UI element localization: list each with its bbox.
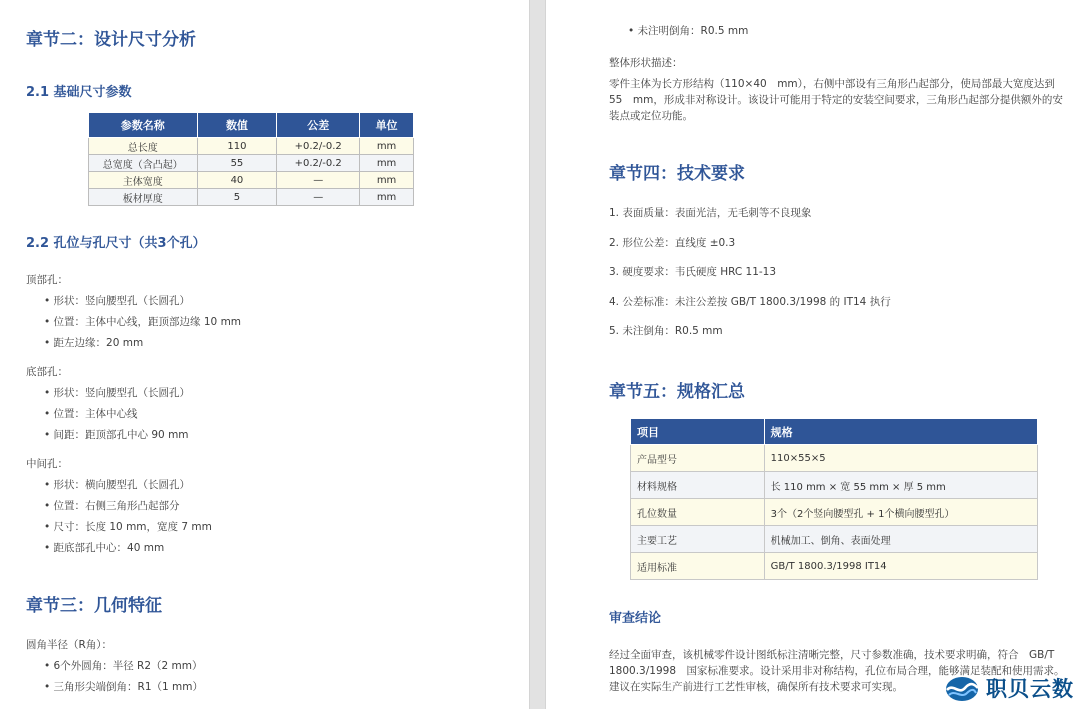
conclusion-line: 建议在实际生产前进行工艺性审核，确保所有技术要求可实现。 — [609, 681, 903, 693]
table-cell: 材料规格 — [631, 472, 765, 499]
table-cell: — — [277, 189, 360, 206]
table-cell: 主要工艺 — [631, 526, 765, 553]
table-cell: 110 — [197, 138, 277, 155]
list-item: • 位置：右侧三角形凸起部分 — [44, 498, 180, 513]
requirement-item: 3. 硬度要求：韦氏硬度 HRC 11-13 — [609, 266, 777, 278]
table-cell: 40 — [197, 172, 277, 189]
page-gap — [529, 0, 546, 709]
table-row — [631, 526, 1038, 553]
table-cell: mm — [360, 155, 414, 172]
table-cell: 总宽度（含凸起） — [89, 155, 198, 172]
table-cell: — — [277, 172, 360, 189]
table-row — [631, 445, 1038, 472]
watermark-text: 职贝云数 — [986, 677, 1074, 701]
table-cell: 55 — [197, 155, 277, 172]
section-2-1-title: 2.1 基础尺寸参数 — [26, 85, 132, 100]
table-header-row — [631, 419, 1038, 445]
shape-description-line: 零件主体为长方形结构（110×40 mm），右侧中部设有三角形凸起部分，使局部最大宽度达到 — [609, 78, 1055, 90]
chapter-3-title: 章节三：几何特征 — [26, 596, 162, 616]
table-cell: 孔位数量 — [631, 499, 765, 526]
table-header-cell: 规格 — [764, 419, 1037, 445]
table-cell: 5 — [197, 189, 277, 206]
list-item: • 距左边缘：20 mm — [44, 335, 143, 350]
basic-dimension-table — [88, 112, 414, 206]
top-hole-label: 顶部孔： — [26, 274, 68, 286]
table-row — [631, 499, 1038, 526]
table-cell: 总长度 — [89, 138, 198, 155]
list-item: • 形状：竖向腰型孔（长圆孔） — [44, 385, 190, 400]
table-cell: +0.2/-0.2 — [277, 138, 360, 155]
table-cell: 适用标准 — [631, 553, 765, 580]
table-row — [631, 472, 1038, 499]
conclusion-title: 审查结论 — [609, 611, 662, 626]
table-cell: mm — [360, 189, 414, 206]
table-row — [89, 138, 414, 155]
table-header-row — [89, 113, 414, 138]
list-item: • 6个外圆角：半径 R2（2 mm） — [44, 658, 203, 673]
list-item: • 距底部孔中心：40 mm — [44, 540, 164, 555]
document-page-left — [0, 0, 529, 709]
requirement-item: 2. 形位公差：直线度 ±0.3 — [609, 237, 736, 249]
middle-hole-label: 中间孔： — [26, 458, 68, 470]
table-header-cell: 单位 — [360, 113, 414, 138]
table-cell: 产品型号 — [631, 445, 765, 472]
section-2-2-title: 2.2 孔位与孔尺寸（共3个孔） — [26, 236, 206, 251]
table-header-cell: 参数名称 — [89, 113, 198, 138]
list-item: • 形状：横向腰型孔（长圆孔） — [44, 477, 190, 492]
chapter-4-title: 章节四：技术要求 — [609, 164, 745, 184]
table-row — [89, 189, 414, 206]
table-row — [89, 155, 414, 172]
table-cell: 长 110 mm × 宽 55 mm × 厚 5 mm — [764, 472, 1037, 499]
list-item: • 位置：主体中心线 — [44, 406, 138, 421]
table-cell: 3个（2个竖向腰型孔 + 1个横向腰型孔） — [764, 499, 1037, 526]
list-item: • 位置：主体中心线，距顶部边缘 10 mm — [44, 314, 241, 329]
table-cell: 板材厚度 — [89, 189, 198, 206]
table-cell: 主体宽度 — [89, 172, 198, 189]
requirement-item: 4. 公差标准：未注公差按 GB/T 1800.3/1998 的 IT14 执行 — [609, 296, 891, 308]
table-cell: GB/T 1800.3/1998 IT14 — [764, 553, 1037, 580]
bottom-hole-label: 底部孔： — [26, 366, 68, 378]
shape-description-label: 整体形状描述： — [609, 57, 683, 69]
table-cell: mm — [360, 138, 414, 155]
document-page-right — [546, 0, 1080, 709]
watermark — [944, 673, 1074, 703]
table-header-cell: 数值 — [197, 113, 277, 138]
table-row — [631, 553, 1038, 580]
shape-description-line: 55 mm，形成非对称设计。该设计可能用于特定的安装空间要求，三角形凸起部分提供额外的安 — [609, 94, 1063, 106]
conclusion-line: 经过全面审查，该机械零件设计图纸标注清晰完整，尺寸参数准确，技术要求明确，符合 GB/T — [609, 649, 1055, 661]
table-cell: 机械加工、倒角、表面处理 — [764, 526, 1037, 553]
list-item: • 形状：竖向腰型孔（长圆孔） — [44, 293, 190, 308]
chapter-2-title: 章节二：设计尺寸分析 — [26, 30, 196, 50]
radius-label: 圆角半径（R角）： — [26, 639, 113, 651]
wave-logo-icon — [944, 673, 980, 703]
conclusion-line: 1800.3/1998 国家标准要求。设计采用非对称结构，孔位布局合理，能够满足装配和使用需求。 — [609, 665, 1065, 677]
table-header-cell: 公差 — [277, 113, 360, 138]
requirement-item: 5. 未注倒角：R0.5 mm — [609, 325, 723, 337]
table-header-cell: 项目 — [631, 419, 765, 445]
chapter-5-title: 章节五：规格汇总 — [609, 382, 745, 402]
spec-summary-table — [630, 418, 1038, 580]
table-cell: mm — [360, 172, 414, 189]
shape-description-line: 装点或定位功能。 — [609, 110, 693, 122]
list-item: • 尺寸：长度 10 mm，宽度 7 mm — [44, 519, 212, 534]
table-row — [89, 172, 414, 189]
table-cell: +0.2/-0.2 — [277, 155, 360, 172]
requirement-item: 1. 表面质量：表面光洁，无毛刺等不良现象 — [609, 207, 812, 219]
list-item: • 未注明倒角：R0.5 mm — [628, 23, 748, 38]
table-cell: 110×55×5 — [764, 445, 1037, 472]
list-item: • 间距：距顶部孔中心 90 mm — [44, 427, 189, 442]
list-item: • 三角形尖端倒角：R1（1 mm） — [44, 679, 203, 694]
